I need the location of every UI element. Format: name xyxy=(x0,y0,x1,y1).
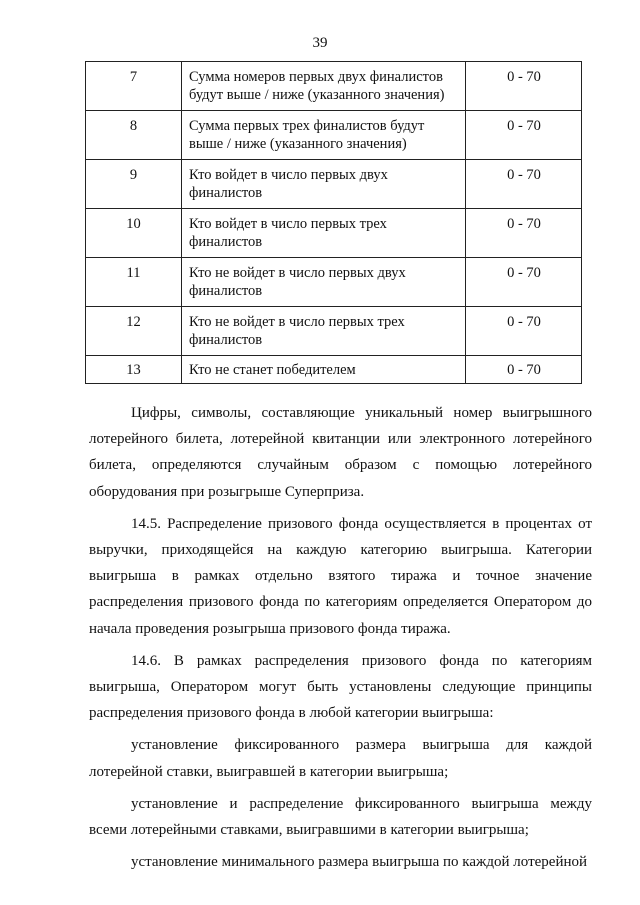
row-description: Кто не станет победителем xyxy=(182,356,466,384)
row-number: 10 xyxy=(86,209,182,258)
paragraph-superprize-digits: Цифры, символы, составляющие уникальный номер выигрышного лотерейного билета, лотерейной квитанции или электронного лотерейного билета, определяются случайным образом с помощью лотерейного оборудования при розыгрыше Суперприза. xyxy=(89,405,592,500)
table-row xyxy=(86,356,582,384)
row-range: 0 - 70 xyxy=(466,258,582,307)
row-range: 0 - 70 xyxy=(466,356,582,384)
row-range: 0 - 70 xyxy=(466,111,582,160)
table-row xyxy=(86,258,582,307)
row-number: 8 xyxy=(86,111,182,160)
table-row xyxy=(86,160,582,209)
row-description: Кто войдет в число первых трех финалистов xyxy=(182,209,466,258)
row-description: Сумма номеров первых двух финалистов будут выше / ниже (указанного значения) xyxy=(182,62,466,111)
row-range: 0 - 70 xyxy=(466,62,582,111)
list-item-minimum-prize: установление минимального размера выигрыша по каждой лотерейной xyxy=(131,854,588,871)
prize-category-table xyxy=(85,61,582,384)
page-number: 39 xyxy=(312,35,328,51)
table-row xyxy=(86,62,582,111)
row-description: Сумма первых трех финалистов будут выше / ниже (указанного значения) xyxy=(182,111,466,160)
list-item-distributed-prize: установление и распределение фиксированного выигрыша между всеми лотерейными ставками, выигравшими в категории выигрыша; xyxy=(89,795,592,839)
row-number: 11 xyxy=(86,258,182,307)
table-row xyxy=(86,209,582,258)
body-text xyxy=(89,400,592,875)
row-description: Кто войдет в число первых двух финалистов xyxy=(182,160,466,209)
row-range: 0 - 70 xyxy=(466,160,582,209)
row-range: 0 - 70 xyxy=(466,307,582,356)
table-row xyxy=(86,307,582,356)
row-description: Кто не войдет в число первых трех финалистов xyxy=(182,307,466,356)
row-number: 12 xyxy=(86,307,182,356)
row-description: Кто не войдет в число первых двух финалистов xyxy=(182,258,466,307)
paragraph-14-6: 14.6. В рамках распределения призового фонда по категориям выигрыша, Оператором могут быть установлены следующие принципы распределения призового фонда в любой категории выигрыша: xyxy=(89,652,592,722)
row-range: 0 - 70 xyxy=(466,209,582,258)
table-row xyxy=(86,111,582,160)
row-number: 7 xyxy=(86,62,182,111)
paragraph-14-5: 14.5. Распределение призового фонда осуществляется в процентах от выручки, приходящейся на каждую категорию выигрыша. Категории выигрыша в рамках отдельно взятого тиража и точное значение распределения призового фонда по категориям определяется Оператором до начала проведения розыгрыша призового фонда тиража. xyxy=(89,515,592,637)
list-item-fixed-prize: установление фиксированного размера выигрыша для каждой лотерейной ставки, выигравшей в категории выигрыша; xyxy=(89,737,592,780)
row-number: 13 xyxy=(86,356,182,384)
row-number: 9 xyxy=(86,160,182,209)
